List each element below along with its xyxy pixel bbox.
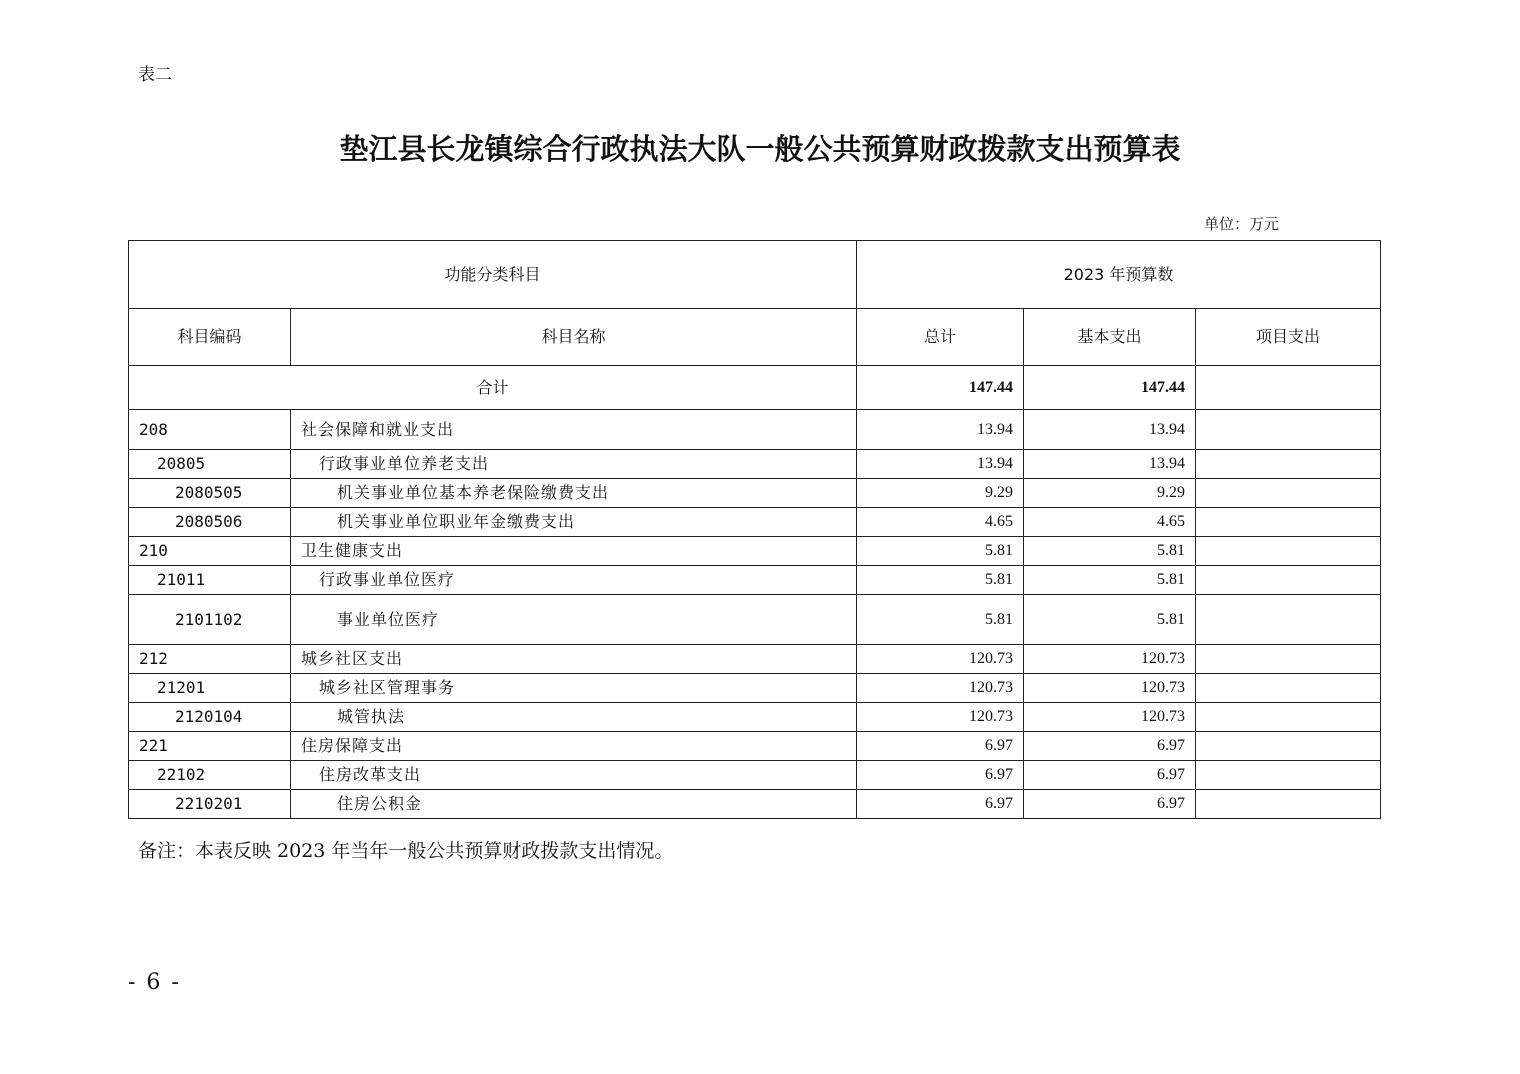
basic-cell: 9.29 bbox=[1024, 479, 1196, 508]
name-cell: 行政事业单位养老支出 bbox=[291, 450, 857, 479]
total-cell: 6.97 bbox=[857, 761, 1024, 790]
total-cell: 120.73 bbox=[857, 645, 1024, 674]
header-basic: 基本支出 bbox=[1024, 309, 1196, 366]
basic-cell: 120.73 bbox=[1024, 703, 1196, 732]
basic-cell: 5.81 bbox=[1024, 537, 1196, 566]
budget-table bbox=[128, 240, 1381, 819]
table-row bbox=[129, 566, 1381, 595]
project-cell bbox=[1196, 674, 1381, 703]
table-row bbox=[129, 508, 1381, 537]
basic-cell: 120.73 bbox=[1024, 674, 1196, 703]
basic-cell: 5.81 bbox=[1024, 595, 1196, 645]
table-row bbox=[129, 645, 1381, 674]
table-row bbox=[129, 703, 1381, 732]
basic-cell: 13.94 bbox=[1024, 410, 1196, 450]
total-cell: 147.44 bbox=[857, 366, 1024, 410]
page-number: - 6 - bbox=[128, 970, 181, 995]
total-cell: 5.81 bbox=[857, 537, 1024, 566]
project-cell bbox=[1196, 479, 1381, 508]
total-cell: 5.81 bbox=[857, 566, 1024, 595]
table-row bbox=[129, 595, 1381, 645]
total-cell: 4.65 bbox=[857, 508, 1024, 537]
table-row bbox=[129, 450, 1381, 479]
header-total: 总计 bbox=[857, 309, 1024, 366]
project-cell bbox=[1196, 410, 1381, 450]
table-row bbox=[129, 761, 1381, 790]
name-cell: 住房公积金 bbox=[291, 790, 857, 819]
total-cell: 13.94 bbox=[857, 410, 1024, 450]
unit-label: 单位：万元 bbox=[1204, 215, 1280, 233]
basic-cell: 6.97 bbox=[1024, 761, 1196, 790]
basic-cell: 147.44 bbox=[1024, 366, 1196, 410]
name-cell: 住房改革支出 bbox=[291, 761, 857, 790]
header-code: 科目编码 bbox=[129, 309, 291, 366]
project-cell bbox=[1196, 645, 1381, 674]
code-cell: 2210201 bbox=[129, 790, 291, 819]
name-cell: 住房保障支出 bbox=[291, 732, 857, 761]
code-cell: 21011 bbox=[129, 566, 291, 595]
name-cell: 卫生健康支出 bbox=[291, 537, 857, 566]
code-cell: 22102 bbox=[129, 761, 291, 790]
name-cell: 城乡社区支出 bbox=[291, 645, 857, 674]
basic-cell: 5.81 bbox=[1024, 566, 1196, 595]
name-cell: 城管执法 bbox=[291, 703, 857, 732]
total-cell: 6.97 bbox=[857, 790, 1024, 819]
header-column-row bbox=[129, 309, 1381, 366]
code-cell: 212 bbox=[129, 645, 291, 674]
basic-cell: 6.97 bbox=[1024, 790, 1196, 819]
code-cell: 2120104 bbox=[129, 703, 291, 732]
code-cell: 2080505 bbox=[129, 479, 291, 508]
table-label: 表二 bbox=[138, 65, 172, 85]
project-cell bbox=[1196, 761, 1381, 790]
name-cell: 城乡社区管理事务 bbox=[291, 674, 857, 703]
project-cell bbox=[1196, 703, 1381, 732]
total-cell: 120.73 bbox=[857, 703, 1024, 732]
footnote: 备注：本表反映 2023 年当年一般公共预算财政拨款支出情况。 bbox=[138, 840, 674, 862]
code-cell: 221 bbox=[129, 732, 291, 761]
table-row bbox=[129, 790, 1381, 819]
total-row bbox=[129, 366, 1381, 410]
basic-cell: 4.65 bbox=[1024, 508, 1196, 537]
total-cell: 120.73 bbox=[857, 674, 1024, 703]
code-cell: 2080506 bbox=[129, 508, 291, 537]
project-cell bbox=[1196, 732, 1381, 761]
project-cell bbox=[1196, 790, 1381, 819]
header-group-row bbox=[129, 241, 1381, 309]
header-project: 项目支出 bbox=[1196, 309, 1381, 366]
name-cell: 社会保障和就业支出 bbox=[291, 410, 857, 450]
name-cell: 事业单位医疗 bbox=[291, 595, 857, 645]
code-cell: 208 bbox=[129, 410, 291, 450]
table-row bbox=[129, 537, 1381, 566]
total-cell: 9.29 bbox=[857, 479, 1024, 508]
table-row bbox=[129, 732, 1381, 761]
project-cell bbox=[1196, 537, 1381, 566]
project-cell bbox=[1196, 508, 1381, 537]
table-row bbox=[129, 410, 1381, 450]
document-title: 垫江县长龙镇综合行政执法大队一般公共预算财政拨款支出预算表 bbox=[339, 132, 1181, 166]
basic-cell: 13.94 bbox=[1024, 450, 1196, 479]
project-cell bbox=[1196, 366, 1381, 410]
project-cell bbox=[1196, 595, 1381, 645]
code-cell: 21201 bbox=[129, 674, 291, 703]
name-cell: 机关事业单位基本养老保险缴费支出 bbox=[291, 479, 857, 508]
total-label: 合计 bbox=[129, 366, 857, 410]
total-cell: 6.97 bbox=[857, 732, 1024, 761]
code-cell: 20805 bbox=[129, 450, 291, 479]
name-cell: 行政事业单位医疗 bbox=[291, 566, 857, 595]
header-function-category: 功能分类科目 bbox=[129, 241, 857, 309]
total-cell: 5.81 bbox=[857, 595, 1024, 645]
header-budget-year: 2023 年预算数 bbox=[857, 241, 1381, 309]
basic-cell: 120.73 bbox=[1024, 645, 1196, 674]
name-cell: 机关事业单位职业年金缴费支出 bbox=[291, 508, 857, 537]
code-cell: 210 bbox=[129, 537, 291, 566]
code-cell: 2101102 bbox=[129, 595, 291, 645]
table-row bbox=[129, 674, 1381, 703]
header-name: 科目名称 bbox=[291, 309, 857, 366]
total-cell: 13.94 bbox=[857, 450, 1024, 479]
table-row bbox=[129, 479, 1381, 508]
project-cell bbox=[1196, 450, 1381, 479]
basic-cell: 6.97 bbox=[1024, 732, 1196, 761]
project-cell bbox=[1196, 566, 1381, 595]
